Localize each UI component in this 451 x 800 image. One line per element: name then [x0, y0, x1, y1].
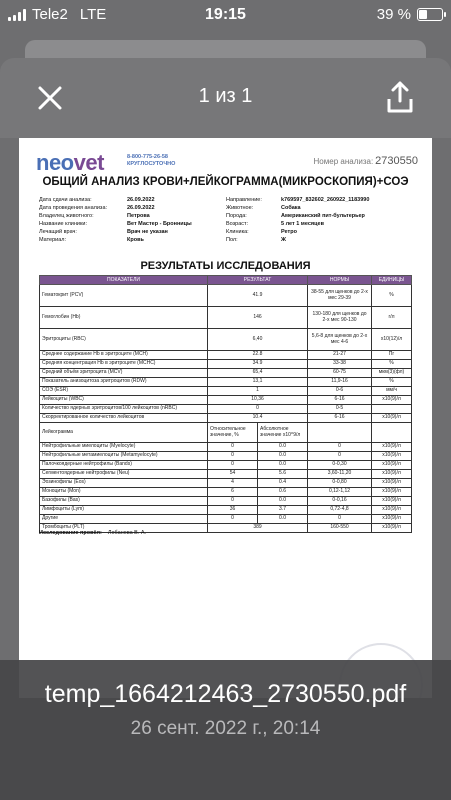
table-cell: 0.0: [258, 497, 308, 506]
table-cell: г/л: [372, 307, 412, 329]
battery-group: [377, 6, 443, 23]
table-cell: 0-5: [308, 405, 372, 414]
meta-value: Американский пит-бультерьер: [281, 213, 365, 219]
table-cell: Эритроциты (RBC): [40, 329, 208, 351]
table-cell: x10(9)/л: [372, 506, 412, 515]
leukogram-header: [40, 423, 412, 443]
meta-value: Ретро: [281, 229, 297, 235]
header-unit: ЕДИНИЦЫ: [372, 276, 412, 285]
header-norm: НОРМЫ: [308, 276, 372, 285]
meta-label: Материал:: [39, 237, 67, 243]
battery-percent: 39 %: [376, 6, 411, 23]
table-cell: x10(9)/л: [372, 414, 412, 423]
clinic-phone: 8-800-775-26-58 КРУГЛОСУТОЧНО: [127, 154, 176, 167]
table-cell: Средний объём эритроцита (MCV): [40, 369, 208, 378]
table-cell: x10(9)/л: [372, 497, 412, 506]
meta-label: Пол:: [226, 237, 238, 243]
table-cell: Гематокрит (PCV): [40, 285, 208, 307]
table-row: [40, 452, 412, 461]
table-cell: 0: [208, 515, 258, 524]
carrier-name: Tele2: [32, 6, 68, 23]
table-row: [40, 396, 412, 405]
table-cell: Нейтрофильные миелоциты (Myelocyte): [40, 443, 208, 452]
table-row: [40, 387, 412, 396]
table-cell: 65,4: [208, 369, 308, 378]
meta-row: [226, 197, 369, 205]
meta-row: [39, 213, 192, 221]
meta-label: Животное:: [226, 205, 254, 211]
meta-row: [226, 237, 369, 245]
table-cell: мкм(3)(фл): [372, 369, 412, 378]
table-cell: 0: [208, 452, 258, 461]
table-cell: Показатель анизоцитоза эритроцитов (RDW): [40, 378, 208, 387]
table-row: [40, 360, 412, 369]
table-row: [40, 515, 412, 524]
document-title: ОБЩИЙ АНАЛИЗ КРОВИ+ЛЕЙКОГРАММА(МИКРОСКОПИЯ)+СОЭ: [42, 176, 409, 188]
table-cell: Сегментоядерные нейтрофилы (Neu): [40, 470, 208, 479]
table-cell: 33-38: [308, 360, 372, 369]
signature: Исследование провёл: Лобанова В. А.: [39, 530, 147, 536]
table-cell: 0-0,30: [308, 461, 372, 470]
share-button[interactable]: [385, 80, 415, 114]
share-icon: [385, 80, 415, 114]
table-cell: 389: [208, 524, 308, 533]
table-cell: Количество ядерных эритроцитов/100 лейкоцитов (nRBC): [40, 405, 208, 414]
table-cell: x10(12)/л: [372, 329, 412, 351]
table-cell: 0: [308, 443, 372, 452]
table-cell: Гемоглобин (Hb): [40, 307, 208, 329]
table-cell: 130-180 для щенков до 2-х мес 90-130: [308, 307, 372, 329]
status-bar: [0, 0, 451, 30]
table-cell: Моноциты (Mon): [40, 488, 208, 497]
table-cell: Пг: [372, 351, 412, 360]
table-cell: 0.0: [258, 452, 308, 461]
table-cell: 0.6: [258, 488, 308, 497]
meta-value: Петрова: [127, 213, 150, 219]
meta-row: [226, 213, 369, 221]
table-row: [40, 405, 412, 414]
results-table: [39, 275, 412, 533]
table-row: [40, 285, 412, 307]
table-row: [40, 369, 412, 378]
meta-row: [39, 197, 192, 205]
meta-label: Дата проведения анализа:: [39, 205, 108, 211]
table-cell: 0-0,80: [308, 479, 372, 488]
table-cell: 0-0,16: [308, 497, 372, 506]
table-cell: 6-16: [308, 396, 372, 405]
table-cell: Среднее содержание Hb в эритроците (MCH): [40, 351, 208, 360]
meta-row: [226, 205, 369, 213]
table-cell: 38-55 для щенков до 2-х мес 29-39: [308, 285, 372, 307]
table-cell: 6: [208, 488, 258, 497]
table-cell: 5.6: [258, 470, 308, 479]
battery-icon: [417, 8, 443, 21]
table-cell: Эозинофилы (Eos): [40, 479, 208, 488]
table-cell: 160-550: [308, 524, 372, 533]
table-row: [40, 488, 412, 497]
meta-label: Возраст:: [226, 221, 249, 227]
table-row: [40, 497, 412, 506]
table-cell: x10(9)/л: [372, 479, 412, 488]
clinic-logo: neovet: [36, 150, 104, 175]
meta-value: Ж: [281, 237, 286, 243]
table-cell: 146: [208, 307, 308, 329]
table-row: [40, 351, 412, 360]
table-cell: 0: [308, 452, 372, 461]
meta-value: 26.09.2022: [127, 205, 155, 211]
table-cell: x10(9)/л: [372, 470, 412, 479]
table-cell: %: [372, 378, 412, 387]
meta-label: Название клиники:: [39, 221, 87, 227]
results-header: [40, 276, 412, 285]
meta-left: [39, 197, 192, 245]
meta-value: Вет Мастер - Бронницы: [127, 221, 192, 227]
table-cell: [372, 423, 412, 443]
meta-value: 5 лет 1 месяцев: [281, 221, 324, 227]
table-cell: 0-6: [308, 387, 372, 396]
table-cell: 0.4: [258, 479, 308, 488]
table-cell: 0.0: [258, 443, 308, 452]
meta-label: Лечащий врач:: [39, 229, 77, 235]
table-cell: %: [372, 360, 412, 369]
meta-label: Направление:: [226, 197, 262, 203]
table-cell: 41.9: [208, 285, 308, 307]
table-cell: Лимфоциты (Lym): [40, 506, 208, 515]
table-row: [40, 414, 412, 423]
meta-row: [226, 221, 369, 229]
meta-row: [39, 229, 192, 237]
table-cell: 11,9-16: [308, 378, 372, 387]
table-row: [40, 443, 412, 452]
table-row: [40, 506, 412, 515]
meta-row: [226, 229, 369, 237]
meta-right: [226, 197, 369, 245]
table-cell: 10.4: [208, 414, 308, 423]
meta-label: Порода:: [226, 213, 247, 219]
table-cell: Тромбоциты (PLT): [40, 524, 208, 533]
table-cell: x10(9)/л: [372, 524, 412, 533]
table-cell: [372, 405, 412, 414]
meta-label: Владелец животного:: [39, 213, 94, 219]
table-cell: 0.0: [258, 461, 308, 470]
table-cell: Лейкограмма: [40, 423, 208, 443]
analysis-number: Номер анализа: 2730550: [313, 155, 418, 167]
table-row: [40, 329, 412, 351]
table-row: [40, 479, 412, 488]
table-cell: СОЭ (ESR): [40, 387, 208, 396]
table-cell: Нейтрофильные метамиелоциты (Metamyelocyte): [40, 452, 208, 461]
meta-row: [39, 205, 192, 213]
table-cell: Относительное значение, %: [208, 423, 258, 443]
table-cell: Палочкоядерные нейтрофилы (Bands): [40, 461, 208, 470]
table-cell: 21-27: [308, 351, 372, 360]
file-name: temp_1664212463_2730550.pdf: [44, 680, 407, 708]
table-cell: 13,1: [208, 378, 308, 387]
table-cell: 0: [208, 443, 258, 452]
results-title: РЕЗУЛЬТАТЫ ИССЛЕДОВАНИЯ: [140, 260, 311, 272]
meta-label: Дата сдачи анализа:: [39, 197, 92, 203]
table-cell: Абсолютное значение x10^9/л: [258, 423, 308, 443]
meta-value: Собака: [281, 205, 301, 211]
table-cell: 22.8: [208, 351, 308, 360]
meta-value: 26.09.2022: [127, 197, 155, 203]
meta-value: Кровь: [127, 237, 144, 243]
table-cell: 60-75: [308, 369, 372, 378]
table-cell: %: [372, 285, 412, 307]
network-type: LTE: [79, 6, 107, 23]
table-cell: 36: [208, 506, 258, 515]
table-cell: 0: [308, 515, 372, 524]
table-cell: [308, 423, 372, 443]
table-cell: 3,60-11,20: [308, 470, 372, 479]
table-cell: 0: [208, 461, 258, 470]
meta-row: [39, 237, 192, 245]
table-cell: x10(9)/л: [372, 488, 412, 497]
header-result: РЕЗУЛЬТАТ: [208, 276, 308, 285]
table-cell: x10(9)/л: [372, 443, 412, 452]
table-cell: Другие: [40, 515, 208, 524]
table-cell: Базофилы (Bas): [40, 497, 208, 506]
table-row: [40, 470, 412, 479]
meta-label: Клиника:: [226, 229, 249, 235]
table-cell: x10(9)/л: [372, 452, 412, 461]
table-cell: x10(9)/л: [372, 461, 412, 470]
table-cell: x10(9)/л: [372, 396, 412, 405]
table-cell: Скорректированное количество лейкоцитов: [40, 414, 208, 423]
table-row: [40, 307, 412, 329]
battery-level: [419, 10, 427, 19]
table-cell: 5,6-8 для щенков до 2-х мес 4-6: [308, 329, 372, 351]
table-cell: 0: [208, 405, 308, 414]
table-cell: 54: [208, 470, 258, 479]
table-cell: 6-16: [308, 414, 372, 423]
header-indicator: ПОКАЗАТЕЛИ: [40, 276, 208, 285]
file-date: 26 сент. 2022 г., 20:14: [130, 718, 321, 739]
page-counter: 1 из 1: [198, 85, 253, 107]
table-row: [40, 378, 412, 387]
table-cell: Средняя концентрация Hb в эритроците (MCHC): [40, 360, 208, 369]
table-cell: 6,40: [208, 329, 308, 351]
table-cell: 0.0: [258, 515, 308, 524]
meta-row: [39, 221, 192, 229]
table-cell: 0,12-1,12: [308, 488, 372, 497]
table-cell: x10(9)/л: [372, 515, 412, 524]
table-cell: 0: [208, 497, 258, 506]
table-cell: мм/ч: [372, 387, 412, 396]
table-cell: 34.9: [208, 360, 308, 369]
document-page[interactable]: [19, 138, 432, 698]
table-cell: 0,72-4,8: [308, 506, 372, 515]
table-row: [40, 461, 412, 470]
clock: 19:15: [205, 6, 246, 23]
table-cell: 4: [208, 479, 258, 488]
table-cell: 1: [208, 387, 308, 396]
table-cell: Лейкоциты (WBC): [40, 396, 208, 405]
viewer-toolbar: [0, 58, 451, 138]
file-info-bar: [0, 660, 451, 800]
meta-value: k769597_832602_260922_1183990: [281, 197, 370, 203]
table-cell: 10,36: [208, 396, 308, 405]
meta-value: Врач не указан: [127, 229, 168, 235]
table-cell: 3.7: [258, 506, 308, 515]
